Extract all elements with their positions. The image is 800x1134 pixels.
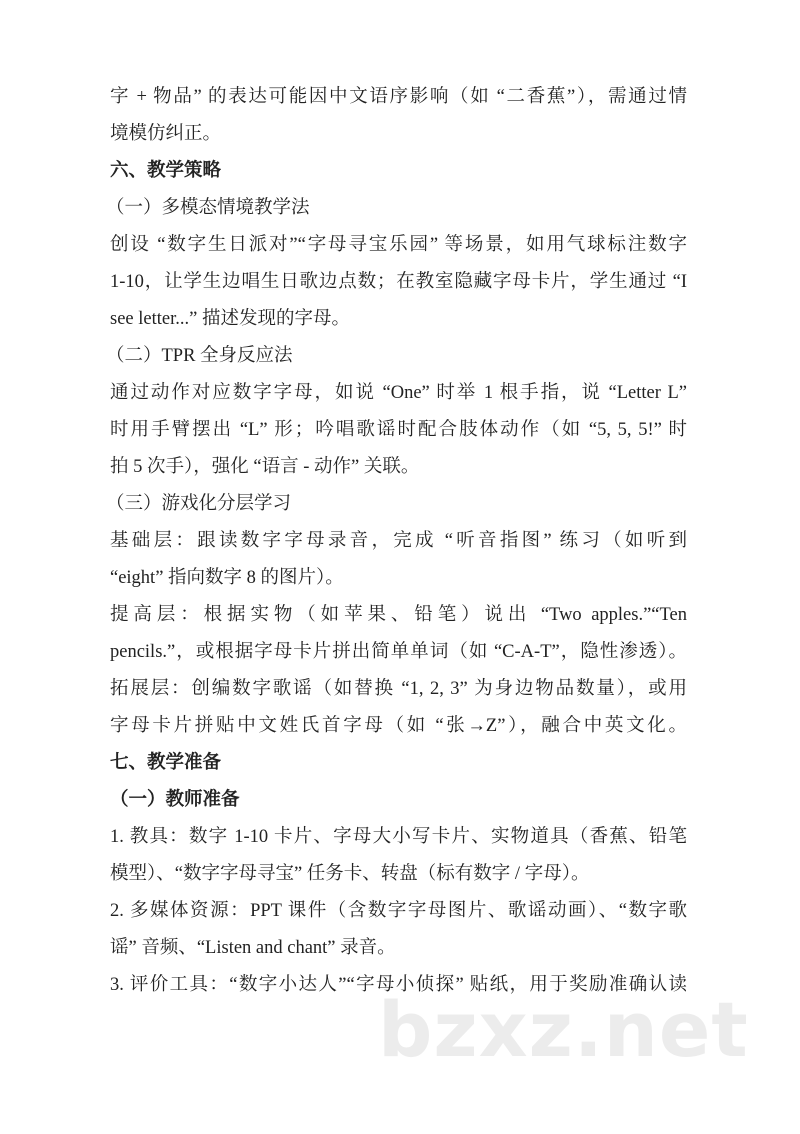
paragraph-line: 字母卡片拼贴中文姓氏首字母（如 “张→Z”），融合中英文化。 (110, 716, 687, 736)
paragraph-line: 通过动作对应数字字母，如说 “One” 时举 1 根手指，说 “Letter L” (110, 383, 687, 403)
document-body (106, 79, 687, 1004)
subsection-heading: （二）TPR 全身反应法 (106, 346, 293, 366)
subsection-heading: （一）多模态情境教学法 (106, 198, 310, 218)
watermark: bzxz.net (378, 985, 749, 1074)
paragraph-line: 1. 教具：数字 1-10 卡片、字母大小写卡片、实物道具（香蕉、铅笔 (110, 827, 687, 847)
paragraph-line: 1-10，让学生边唱生日歌边点数；在教室隐藏字母卡片，学生通过 “I (110, 272, 687, 292)
section-heading: （一）教师准备 (110, 790, 240, 810)
paragraph-line: 基础层：跟读数字字母录音，完成 “听音指图” 练习（如听到 (110, 531, 687, 551)
section-heading: 六、教学策略 (110, 161, 222, 181)
paragraph-line: 拍 5 次手），强化 “语言 - 动作” 关联。 (110, 457, 420, 477)
paragraph-line: “eight” 指向数字 8 的图片）。 (110, 568, 344, 588)
paragraph-line: 境模仿纠正。 (110, 124, 222, 144)
paragraph-line: 模型）、“数字字母寻宝” 任务卡、转盘（标有数字 / 字母）。 (110, 864, 590, 884)
paragraph-line: 提高层：根据实物（如苹果、铅笔）说出 “Two apples.”“Ten (110, 605, 687, 625)
paragraph-line: 字 + 物品” 的表达可能因中文语序影响（如 “二香蕉”），需通过情 (110, 87, 687, 107)
section-heading: 七、教学准备 (110, 753, 222, 773)
subsection-heading: （三）游戏化分层学习 (106, 494, 292, 514)
paragraph-line: 时用手臂摆出 “L” 形；吟唱歌谣时配合肢体动作（如 “5, 5, 5!” 时 (110, 420, 687, 440)
paragraph-line: pencils.”，或根据字母卡片拼出简单单词（如 “C-A-T”，隐性渗透）。 (110, 642, 687, 662)
paragraph-line: 2. 多媒体资源：PPT 课件（含数字字母图片、歌谣动画）、“数字歌 (110, 901, 687, 921)
paragraph-line: 谣” 音频、“Listen and chant” 录音。 (110, 938, 396, 958)
paragraph-line: 拓展层：创编数字歌谣（如替换 “1, 2, 3” 为身边物品数量），或用 (110, 679, 687, 699)
paragraph-line: 3. 评价工具：“数字小达人”“字母小侦探” 贴纸，用于奖励准确认读 (110, 975, 687, 995)
paragraph-line: 创设 “数字生日派对”“字母寻宝乐园” 等场景，如用气球标注数字 (110, 235, 687, 255)
paragraph-line: see letter...” 描述发现的字母。 (110, 309, 350, 329)
